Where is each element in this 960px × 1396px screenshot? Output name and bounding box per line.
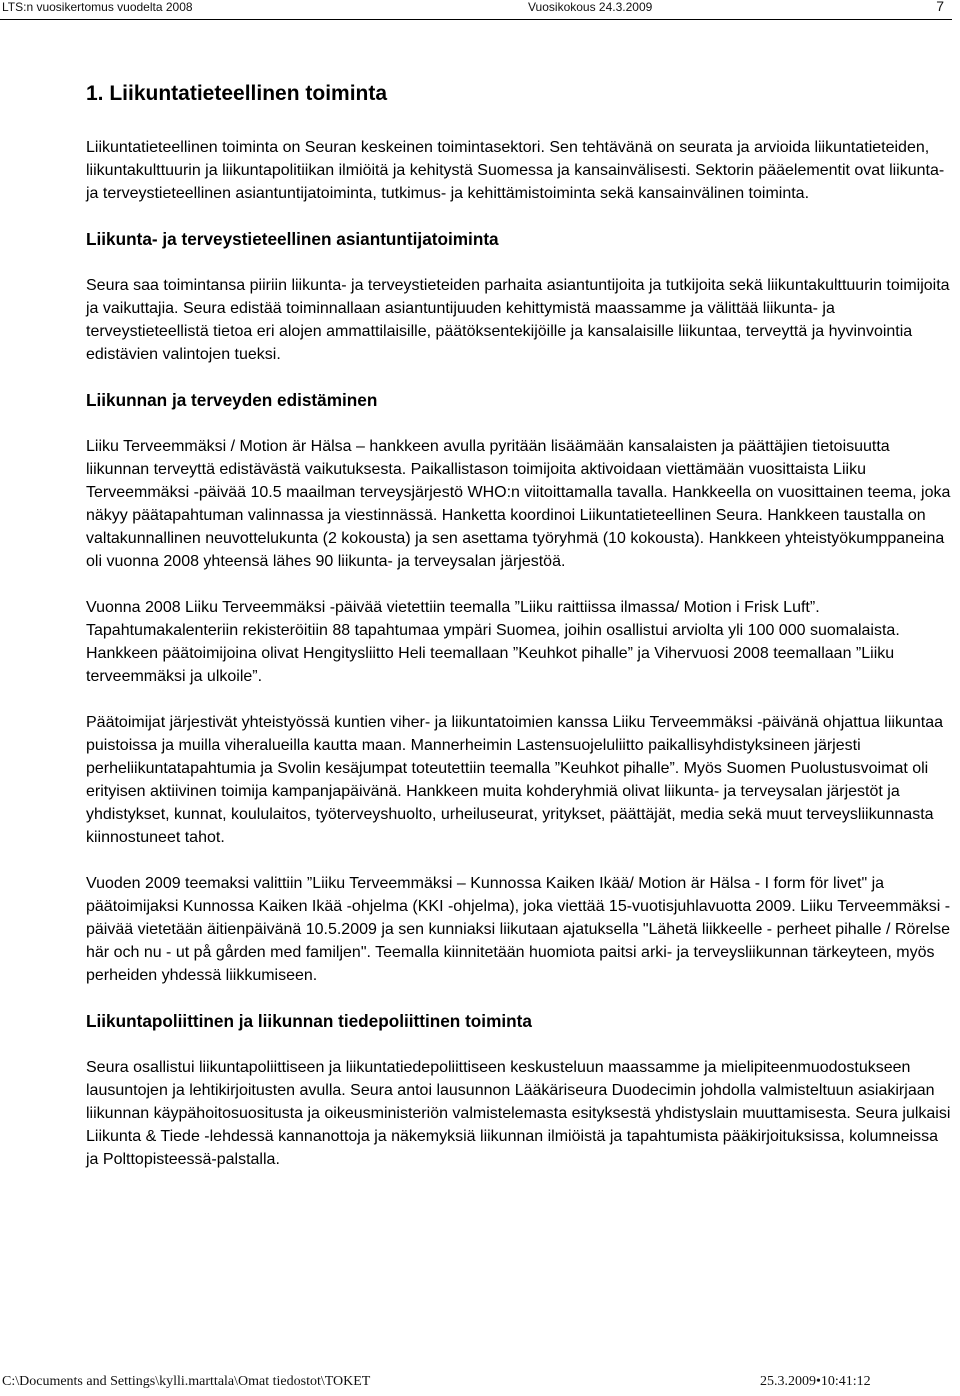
- section-heading-policy: Liikuntapoliittinen ja liikunnan tiedepoliittinen toiminta: [86, 1011, 532, 1031]
- footer-file-path: C:\Documents and Settings\kylli.marttala\Omat tiedostot\TOKET: [2, 1374, 371, 1389]
- document-body: [86, 70, 954, 1171]
- header-rule: [0, 19, 952, 20]
- expertise-paragraph: Seura saa toimintansa piiriin liikunta- ja terveystieteiden parhaita asiantuntijoita ja tutkijoita sekä liikuntakulttuurin toimijoita ja vaikuttajia. Seura edistää toiminnallaan asiantuntijuuden kehittymistä maassamme ja välittää liikunta- ja terveystieteellistä tietoa eri alojen ammattilaisille, päätöksentekijöille ja kansalaisille liikuntaa, terveyttä ja hyvinvointia edistävien valintojen tueksi.: [86, 277, 950, 363]
- health-promotion-paragraph-4: Vuoden 2009 teemaksi valittiin ”Liiku Terveemmäksi – Kunnossa Kaiken Ikää/ Motion är Hälsa - I form för livet" ja päätoimijaksi Kunnossa Kaiken Ikää -ohjelma (KKI -ohjelma), joka viettää 15-vuotisjuhlavuotta 2009. Liiku Terveemmäksi -päivää vietetään äitienpäivänä 10.5.2009 ja sen kunniaksi liikutaan ajatuksella "Lähetä liikkeelle - perheet pihalle / Rörelse här och nu - ut på gården med familjen". Teemalla kiinnitetään huomiota paitsi arki- ja terveysliikunnan tärkeyteen, myös perheiden yhdessä liikkumiseen.: [86, 875, 951, 984]
- section-heading-expertise: Liikunta- ja terveystieteellinen asiantuntijatoiminta: [86, 229, 499, 249]
- footer-timestamp: 25.3.2009•10:41:12: [760, 1374, 871, 1389]
- policy-paragraph: Seura osallistui liikuntapoliittiseen ja liikuntatiedepoliittiseen keskusteluun maassamme ja mielipiteenmuodostukseen lausuntojen ja lehtikirjoitusten avulla. Seura antoi lausunnon Lääkäriseura Duodecimin johdolla valmisteltuun asiakirjaan liikunnan käypähoitosuositusta ja oikeusministeriön valmistelemasta esityksestä yhdistyslain muuttamisesta. Seura julkaisi Liikunta & Tiede -lehdessä kannanottoja ja näkemyksiä liikunnan ilmiöistä ja tapahtumista pääkirjoituksissa, kolumneissa ja Polttopisteessä-palstalla.: [86, 1059, 951, 1168]
- header-meeting-date: Vuosikokous 24.3.2009: [528, 0, 653, 14]
- page-number: 7: [936, 0, 944, 14]
- health-promotion-paragraph-1: Liiku Terveemmäksi / Motion är Hälsa – hankkeen avulla pyritään lisäämään kansalaisten ja päättäjien tietoisuutta liikunnan terveyttä edistävästä vaikutuksesta. Paikallistason toimijoita aktivoidaan viettämään vuosittaista Liiku Terveemmäksi -päivää 10.5 maailman terveysjärjestö WHO:n viitoittamalla tavalla. Hankkeella on vuosittainen teema, joka näkyy päätapahtuman valinnassa ja viestinnässä. Hanketta koordinoi Liikuntatieteellinen Seura. Hankkeen taustalla on valtakunnallinen neuvottelukunta (2 kokousta) ja sen asettama työryhmä (10 kokousta). Hankkeen yhteistyökumppaneina oli vuonna 2008 yhteensä lähes 90 liikunta- ja terveysalan järjestöä.: [86, 438, 951, 570]
- header-document-title: LTS:n vuosikertomus vuodelta 2008: [2, 0, 193, 14]
- section-heading-health-promotion: Liikunnan ja terveyden edistäminen: [86, 390, 378, 410]
- intro-paragraph: Liikuntatieteellinen toiminta on Seuran keskeinen toimintasektori. Sen tehtävänä on seurata ja arvioida liikuntatieteiden, liikuntakulttuurin ja liikuntapolitiikan ilmiöitä ja kehitystä Suomessa ja kansainvälisesti. Sektorin pääelementit ovat liikunta- ja terveystieteellinen asiantuntijatoiminta, tutkimus- ja kehittämistoiminta sekä kansainvälinen toiminta.: [86, 139, 945, 202]
- page-title: 1. Liikuntatieteellinen toiminta: [86, 82, 388, 105]
- page-footer: [0, 1374, 960, 1394]
- health-promotion-paragraph-2: Vuonna 2008 Liiku Terveemmäksi -päivää vietettiin teemalla ”Liiku raittiissa ilmassa/ Motion i Frisk Luft”. Tapahtumakalenteriin rekisteröitiin 88 tapahtumaa ympäri Suomea, joihin osallistui arviolta yli 100 000 suomalaista. Hankkeen päätoimijoina olivat Hengitysliitto Heli teemallaan ”Keuhkot pihalle” ja Vihervuosi 2008 teemallaan ”Liiku terveemmäksi ja ulkoile”.: [86, 599, 900, 685]
- health-promotion-paragraph-3: Päätoimijat järjestivät yhteistyössä kuntien viher- ja liikuntatoimien kanssa Liiku Terveemmäksi -päivänä ohjattua liikuntaa puistoissa ja muilla viheralueilla kautta maan. Mannerheimin Lastensuojeluliitto paikallisyhdistyksineen järjesti perheliikuntatapahtumia ja Svolin kesäjumpat toteutettiin teemalla ”Keuhkot pihalle”. Myös Suomen Puolustusvoimat oli erityisen aktiivinen toimija kampanjapäivänä. Hankkeen muita kohderyhmiä olivat liikunta- ja terveysalan järjestöt ja yhdistykset, kunnat, koululaitos, työterveyshuolto, urheiluseurat, yritykset, päättäjät, media sekä muut terveysliikunnasta kiinnostuneet tahot.: [86, 714, 944, 846]
- page-header: [0, 0, 960, 20]
